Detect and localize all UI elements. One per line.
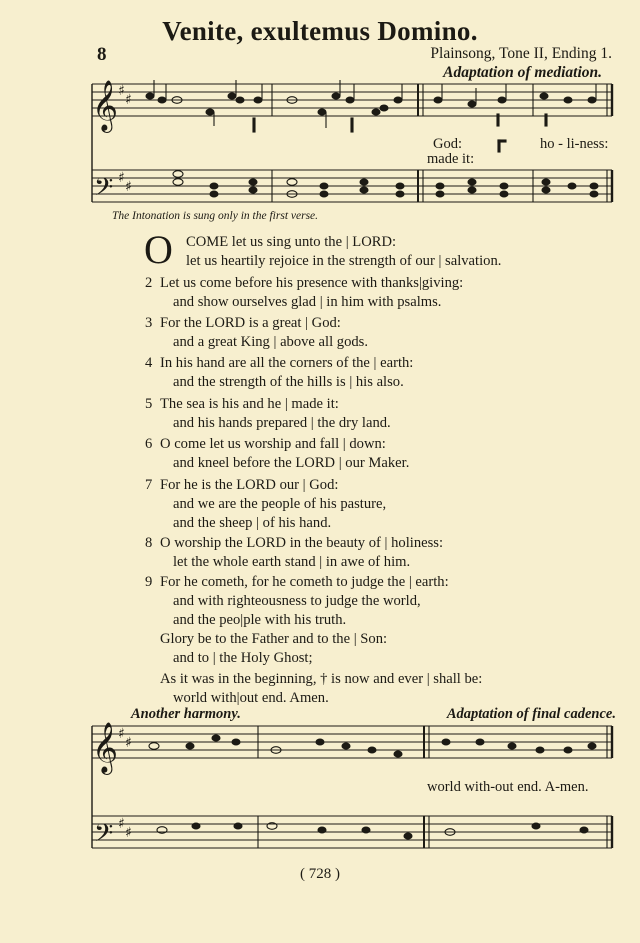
verse-number: 2 [145,275,153,291]
verse-line: For he is the LORD our | God: [160,477,339,493]
bass-staff-1 [92,170,612,202]
verse-line: and show ourselves glad | in him with psalms. [173,294,442,310]
gloria-line: world with|out end. Amen. [173,690,329,706]
verse-line: and the strength of the hills is | his also. [173,374,404,390]
verse-number: 6 [145,436,153,452]
verse-line: and the peo|ple with his truth. [173,612,347,628]
hymn-title: Venite, exultemus Domino. [162,16,478,46]
svg-text:♯: ♯ [118,726,125,742]
amen-lyrics: world with-out end. A-men. [427,779,589,795]
gloria-line: Glory be to the Father and to the | Son: [160,631,388,647]
svg-text:♯: ♯ [118,170,125,186]
verse-line: The sea is his and he | made it: [160,396,339,412]
verse-number: 4 [145,355,153,371]
svg-text:♯: ♯ [118,816,125,832]
another-harmony-label: Another harmony. [131,706,241,722]
svg-text:𝄞: 𝄞 [92,722,119,773]
verse-line: O come let us worship and fall | down: [160,436,386,452]
verse-line: and with righteousness to judge the world, [173,593,421,609]
verse-line: and kneel before the LORD | our Maker. [173,455,410,471]
svg-text:♯: ♯ [125,825,132,841]
verse-line: and we are the people of his pasture, [173,496,387,512]
verse-number: 8 [145,535,153,551]
tune-source: Plainsong, Tone II, Ending 1. [430,45,612,62]
lyric-holiness: ho - li-ness: [540,136,609,152]
final-cadence-label: Adaptation of final cadence. [446,706,616,722]
adaptation-label: Adaptation of mediation. [443,64,602,81]
page-number: ( 728 ) [300,866,340,882]
gloria-line: and to | the Holy Ghost; [173,650,313,666]
gloria-line: As it was in the beginning, † is now and ever | shall be: [160,671,483,687]
svg-text:♯: ♯ [118,83,125,99]
verse-line: O worship the LORD in the beauty of | holiness: [160,535,444,551]
verse-line: and a great King | above all gods. [173,334,369,350]
svg-text:𝄢: 𝄢 [94,173,114,208]
lyric-god: God: [433,136,462,152]
intonation-footnote: The Intonation is sung only in the first verse. [112,210,319,222]
verse-number: 7 [145,477,153,493]
verse-line: and his hands prepared | the dry land. [173,415,391,431]
verse-dropcap: O [144,227,173,272]
hymn-number: 8 [97,44,107,65]
svg-text:♯: ♯ [125,179,132,195]
verse-number: 5 [145,396,153,412]
svg-text:𝄢: 𝄢 [94,819,114,854]
verse-line: and the sheep | of his hand. [173,515,332,531]
verse-line: let the whole earth stand | in awe of him. [173,554,411,570]
verse-line: For he cometh, for he cometh to judge the | earth: [160,574,449,590]
verse-line: In his hand are all the corners of the | earth: [160,355,414,371]
verse-line: let us heartily rejoice in the strength of our | salvation. [186,253,502,269]
verse-line: Let us come before his presence with thanks|giving: [160,275,464,291]
bass-staff-2 [92,816,612,848]
verse-line: For the LORD is a great | God: [160,315,341,331]
svg-text:♯: ♯ [125,735,132,751]
treble-staff-2 [92,726,612,758]
verse-number: 9 [145,574,153,590]
verse-number: 3 [145,315,153,331]
lyric-made-it: made it: [427,151,475,167]
verse-line: COME let us sing unto the | LORD: [186,234,397,250]
svg-text:♯: ♯ [125,92,132,108]
svg-text:𝄞: 𝄞 [92,80,119,131]
